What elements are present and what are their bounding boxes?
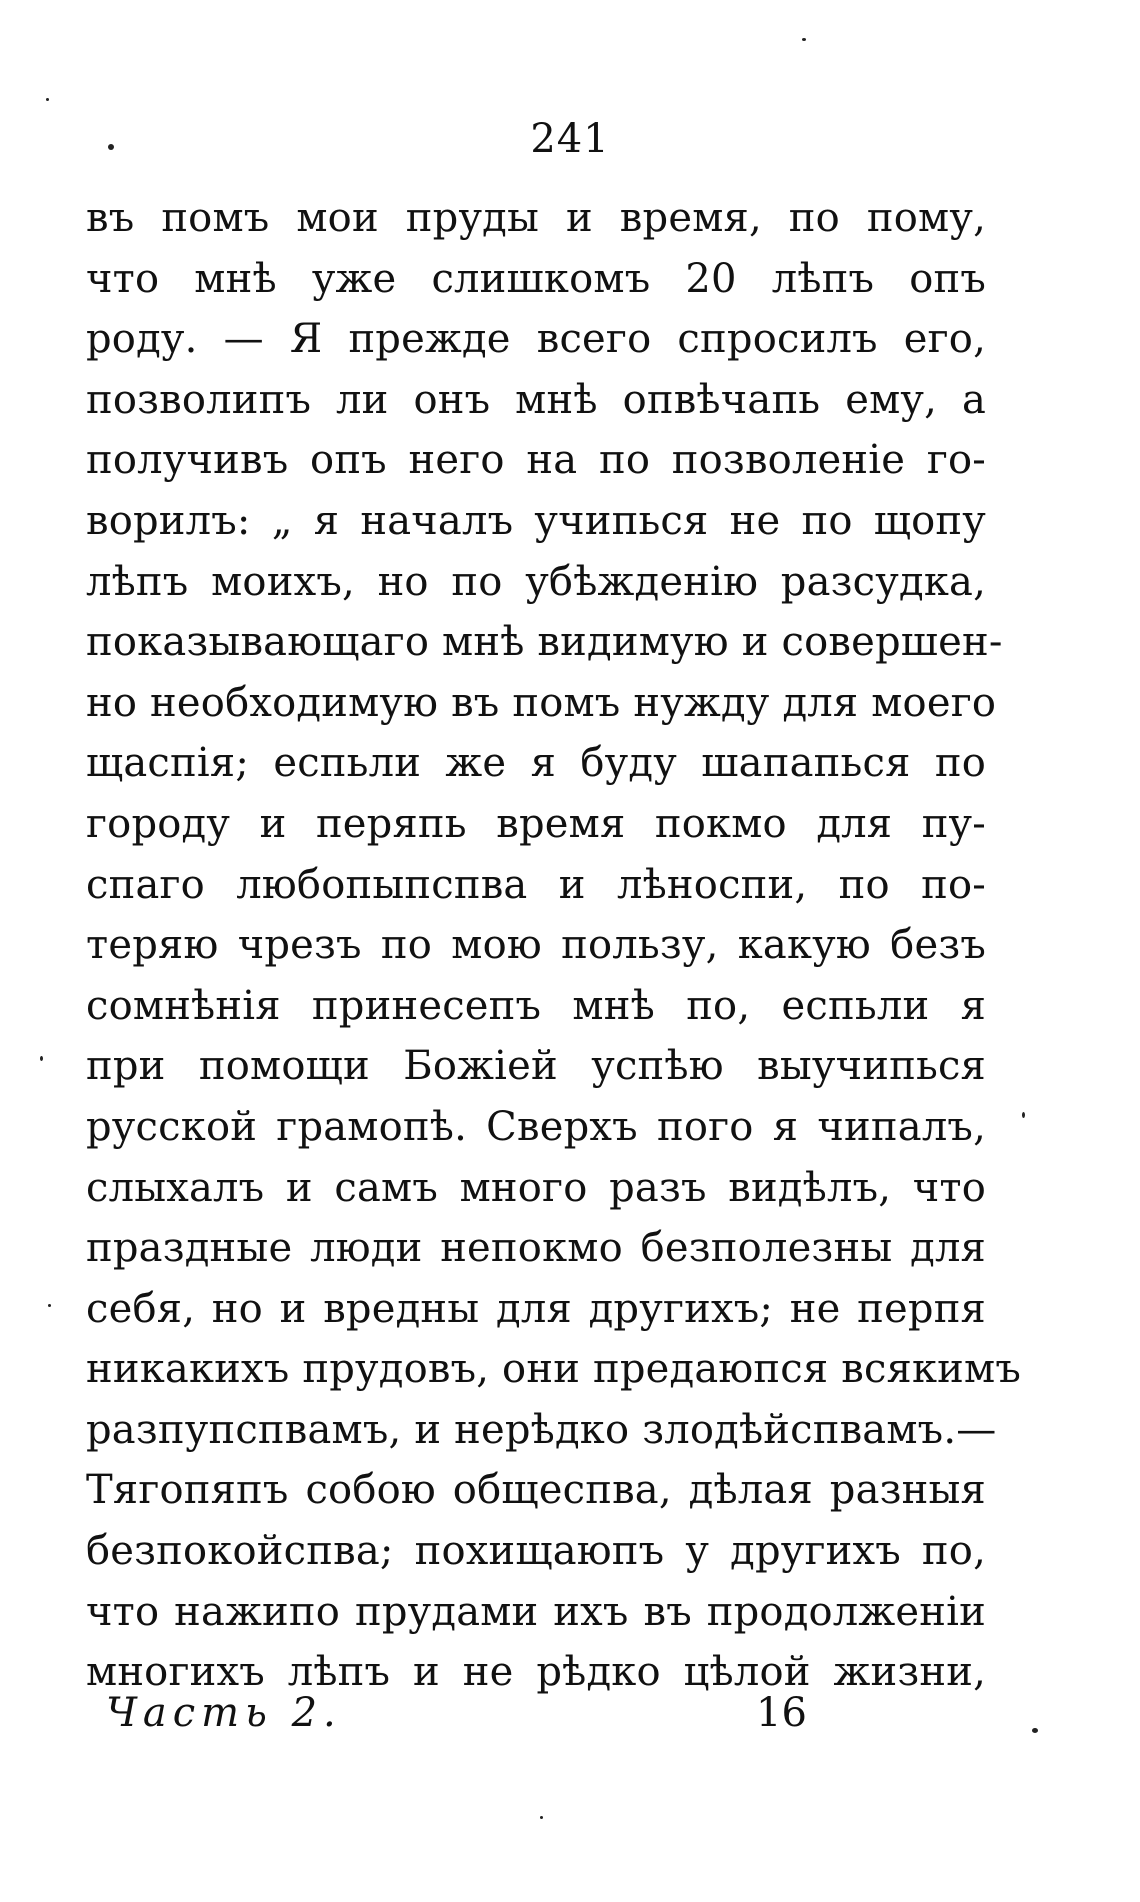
text-line: сомнѣнія принесепъ мнѣ по, еспьли я	[86, 982, 986, 1029]
scan-speck	[108, 144, 114, 150]
body-text	[86, 188, 1022, 1703]
text-line: себя, но и вредны для другихъ; не перпя	[86, 1285, 986, 1332]
page-number: 241	[530, 116, 610, 162]
scan-speck	[46, 98, 49, 101]
text-line: спаго любопыпспва и лѣноспи, по по-	[86, 861, 986, 908]
page-footer	[96, 1690, 976, 1750]
scan-speck	[540, 1816, 543, 1819]
text-line: показывающаго мнѣ видимую и совершен-	[86, 619, 1003, 666]
text-line: Тягопяпъ собою общеспва, дѣлая разныя	[86, 1467, 986, 1514]
text-line: теряю чрезъ по мою пользу, какую безъ	[86, 922, 986, 969]
text-line: получивъ опъ него на по позволеніе го-	[86, 437, 986, 484]
text-line: праздные люди непокмо безполезны для	[86, 1225, 986, 1272]
sheet-number: 16	[756, 1690, 807, 1736]
text-line: но необходимую въ помъ нужду для моего	[86, 679, 997, 726]
scan-speck	[802, 38, 806, 41]
text-line: многихъ лѣпъ и не рѣдко цѣлой жизни,	[86, 1649, 986, 1696]
text-line: роду. — Я прежде всего спросилъ его,	[86, 316, 986, 363]
text-line: безпокойспва; похищаюпъ у другихъ по,	[86, 1528, 986, 1575]
scan-speck	[40, 1056, 43, 1061]
text-line: ворилъ: „ я началъ учипься не по щопу	[86, 497, 986, 544]
scan-speck	[1022, 1112, 1025, 1118]
text-line: никакихъ прудовъ, они предаюпся всякимъ	[86, 1346, 1022, 1393]
text-line: позволипъ ли онъ мнѣ опвѣчапь ему, а	[86, 376, 986, 423]
text-line: русской грамопѣ. Сверхъ пого я чипалъ,	[86, 1103, 986, 1150]
signature-mark: Часть 2.	[106, 1690, 342, 1736]
text-line: въ помъ мои пруды и время, по пому,	[86, 195, 986, 241]
text-line: разпупспвамъ, и нерѣдко злодѣйспвамъ.—	[86, 1406, 997, 1453]
text-line: при помощи Божіей успѣю выучипься	[86, 1043, 986, 1090]
text-line: что нажипо прудами ихъ въ продолженіи	[86, 1588, 986, 1635]
text-line: городу и перяпь время покмо для пу-	[86, 800, 986, 847]
text-line: что мнѣ уже слишкомъ 20 лѣпъ опъ	[86, 255, 986, 302]
scan-speck	[1032, 1728, 1038, 1733]
text-line: слыхалъ и самъ много разъ видѣлъ, что	[86, 1164, 986, 1211]
text-line: щаспія; еспьли же я буду шапапься по	[86, 740, 986, 787]
text-line: лѣпъ моихъ, но по убѣжденію разсудка,	[86, 558, 986, 605]
scan-speck	[48, 1304, 51, 1307]
